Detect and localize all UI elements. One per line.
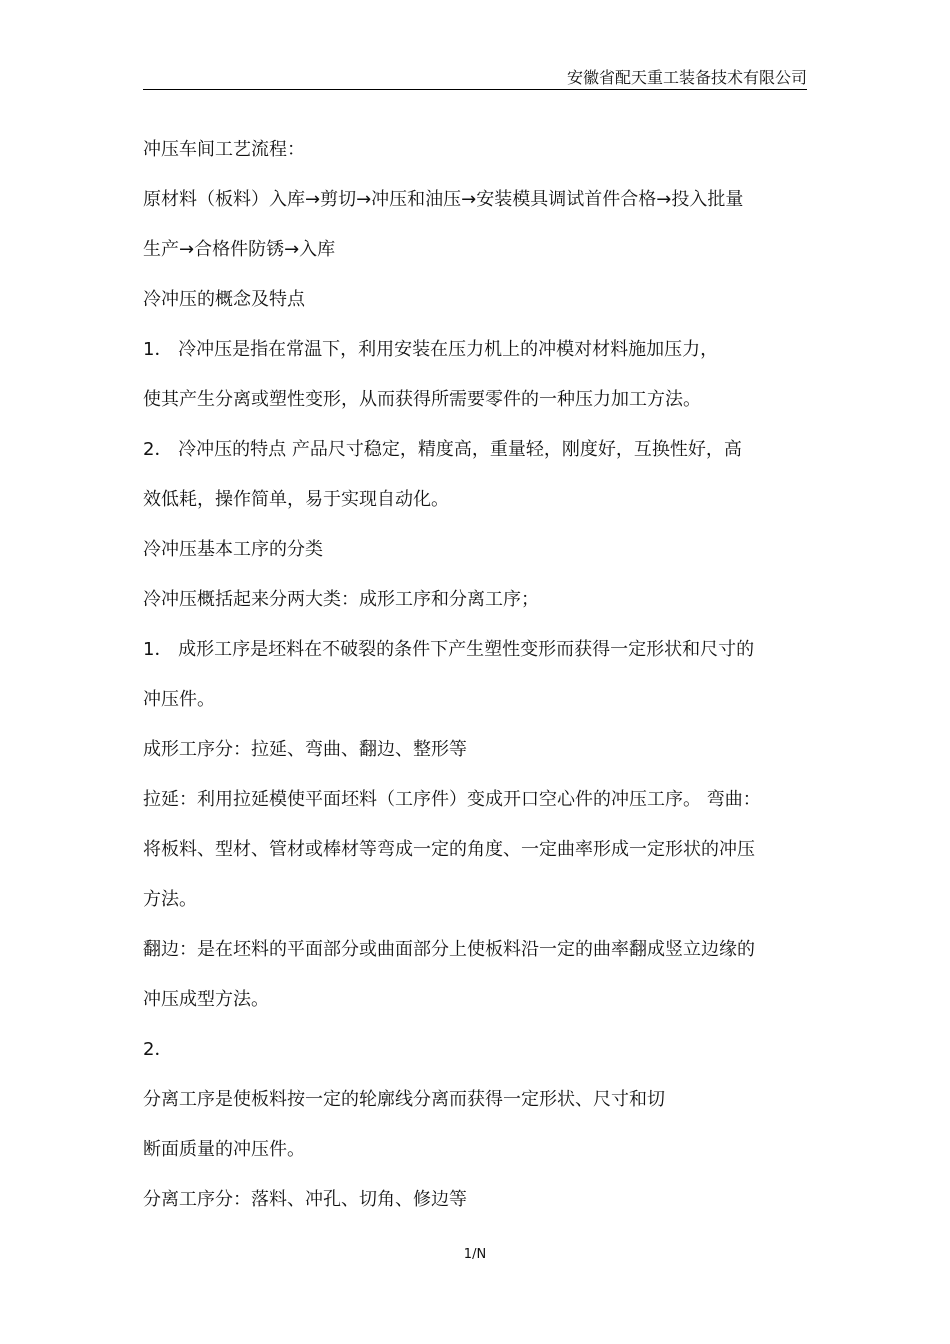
text-line: 生产→合格件防锈→入库 xyxy=(143,239,336,260)
page-number: 1/N xyxy=(463,1247,487,1262)
section-title-concept: 冷冲压的概念及特点 xyxy=(143,289,305,310)
text-line: 分离工序是使板料按一定的轮廓线分离而获得一定形状、尺寸和切 xyxy=(143,1089,665,1110)
text-line: 冲压成型方法。 xyxy=(143,989,269,1010)
text-line: 分离工序分：落料、冲孔、切角、修边等 xyxy=(143,1189,467,1210)
text-line: 冷冲压概括起来分两大类：成形工序和分离工序； xyxy=(143,589,539,610)
text-line: 成形工序分：拉延、弯曲、翻边、整形等 xyxy=(143,739,467,760)
text-line: 方法。 xyxy=(143,889,197,910)
text-line: 使其产生分离或塑性变形，从而获得所需要零件的一种压力加工方法。 xyxy=(143,389,701,410)
section-title-process: 冲压车间工艺流程： xyxy=(143,139,305,160)
text-line: 1． 成形工序是坯料在不破裂的条件下产生塑性变形而获得一定形状和尺寸的 xyxy=(143,639,755,660)
text-line: 效低耗，操作简单，易于实现自动化。 xyxy=(143,489,449,510)
section-title-classification: 冷冲压基本工序的分类 xyxy=(143,539,323,560)
text-line: 1． 冷冲压是指在常温下，利用安装在压力机上的冲模对材料施加压力， xyxy=(143,339,719,360)
page-header xyxy=(143,66,807,90)
text-line: 拉延：利用拉延模使平面坯料（工序件）变成开口空心件的冲压工序。 弯曲： xyxy=(143,789,761,810)
text-line: 冲压件。 xyxy=(143,689,215,710)
document-body xyxy=(143,136,807,1236)
page-footer xyxy=(0,1247,950,1263)
text-line: 断面质量的冲压件。 xyxy=(143,1139,305,1160)
text-line: 2． 冷冲压的特点 产品尺寸稳定，精度高，重量轻，刚度好，互换性好，高 xyxy=(143,439,742,460)
company-name: 安徽省配天重工装备技术有限公司 xyxy=(566,68,807,87)
text-line: 翻边：是在坯料的平面部分或曲面部分上使板料沿一定的曲率翻成竖立边缘的 xyxy=(143,939,755,960)
text-line: 将板料、型材、管材或棒材等弯成一定的角度、一定曲率形成一定形状的冲压 xyxy=(143,839,755,860)
header-divider xyxy=(143,89,807,90)
text-line: 原材料（板料）入库→剪切→冲压和油压→安装模具调试首件合格→投入批量 xyxy=(143,189,744,210)
text-line: 2． xyxy=(143,1039,173,1060)
